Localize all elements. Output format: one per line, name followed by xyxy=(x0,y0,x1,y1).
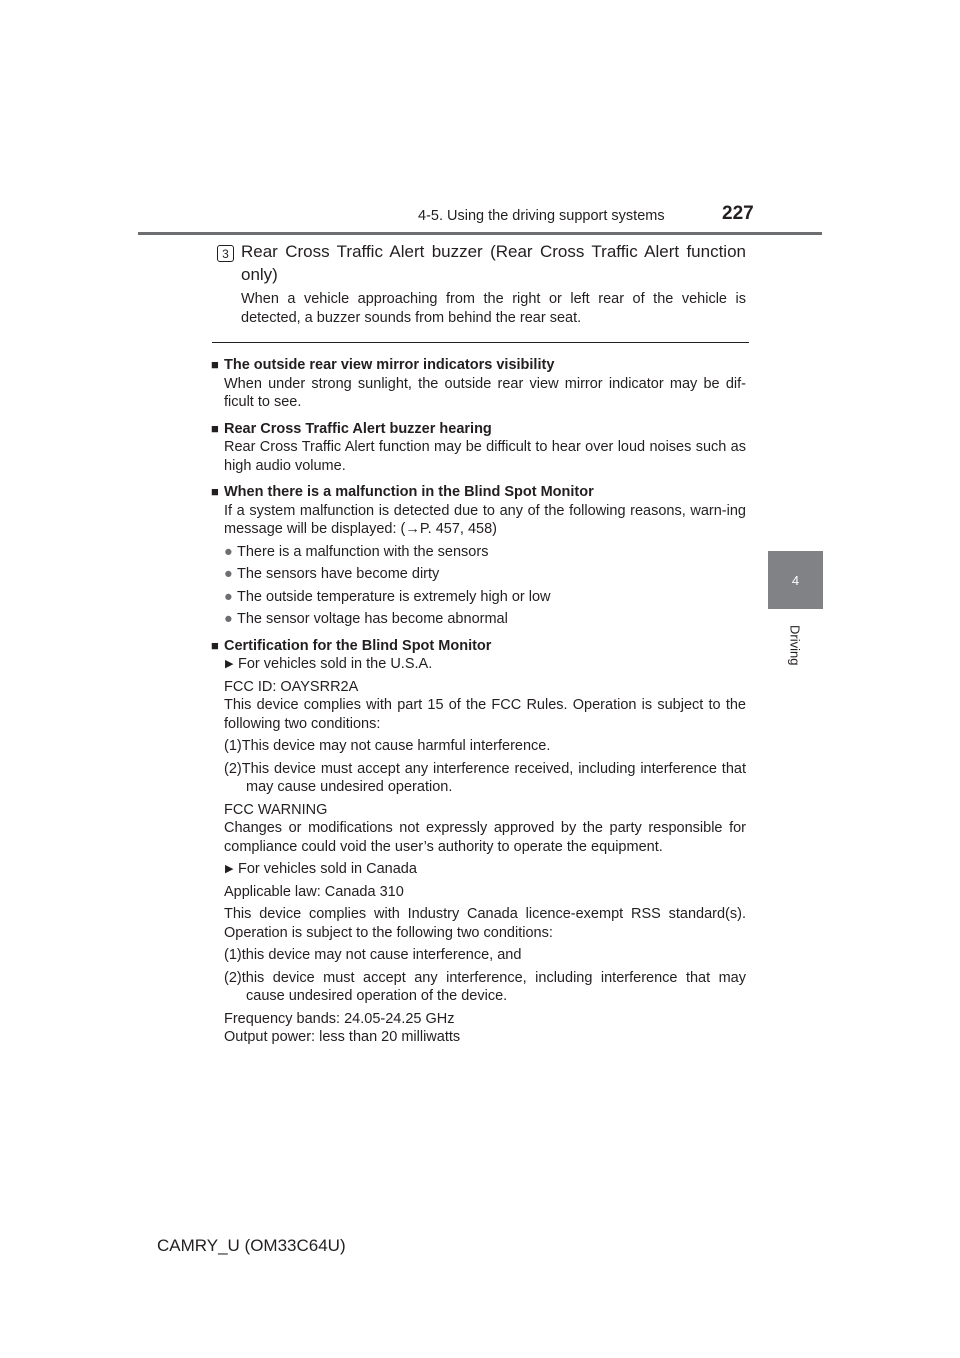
canada-condition-1: (1)this device may not cause interference, and xyxy=(224,947,522,963)
fcc-id: FCC ID: OAYSRR2A xyxy=(224,678,359,695)
fcc-warning-text: Changes or modifications not expressly approved by the party responsible for compliance could void the user’s authority to operate the equipment. xyxy=(224,820,746,855)
chapter-number: 4 xyxy=(791,572,800,588)
circle-bullet-icon: ● xyxy=(224,543,233,560)
fcc-warning-title: FCC WARNING xyxy=(224,801,328,818)
section-text: When under strong sunlight, the outside rear view mirror indicator may be dif-ficult to see. xyxy=(224,375,746,410)
chapter-tab xyxy=(768,551,823,609)
canada-condition-2: (2)this device must accept any interference, including interference that may cause undesired operation of the device. xyxy=(224,969,746,1004)
list-item: ● The outside temperature is extremely high or low xyxy=(224,588,551,605)
header-divider xyxy=(138,232,822,235)
list-item: ● The sensor voltage has become abnormal xyxy=(224,611,508,627)
footer-manual-code: CAMRY_U (OM33C64U) xyxy=(157,1236,346,1255)
region-label: ▶ For vehicles sold in the U.S.A. xyxy=(225,656,433,672)
section-divider xyxy=(212,342,749,343)
fcc-condition-1: (1)This device may not cause harmful interference. xyxy=(224,738,551,754)
output-power: Output power: less than 20 milliwatts xyxy=(224,1029,461,1045)
square-bullet-icon: ■ xyxy=(211,637,219,653)
section-heading: ■ Rear Cross Traffic Alert buzzer hearing xyxy=(211,420,492,437)
section-heading: ■ When there is a malfunction in the Blind Spot Monitor xyxy=(211,484,594,500)
canada-text: This device complies with Industry Canada licence-exempt RSS standard(s). Operation is subject to the following two conditions: xyxy=(224,906,746,941)
item-title: Rear Cross Traffic Alert buzzer (Rear Cross Traffic Alert function only) xyxy=(241,242,746,284)
list-item: ● The sensors have become dirty xyxy=(224,566,440,582)
list-item: ● There is a malfunction with the sensors xyxy=(224,543,489,560)
fcc-condition-2: (2)This device must accept any interference received, including interference that may cause undesired operation. xyxy=(224,760,746,795)
header-section-title: 4-5. Using the driving support systems xyxy=(418,208,665,224)
frequency-bands: Frequency bands: 24.05-24.25 GHz xyxy=(224,1010,455,1027)
square-bullet-icon: ■ xyxy=(211,357,219,372)
page-number: 227 xyxy=(722,203,754,224)
section-heading: ■ The outside rear view mirror indicators visibility xyxy=(211,357,555,373)
section-heading: ■ Certification for the Blind Spot Monitor xyxy=(211,637,492,654)
square-bullet-icon: ■ xyxy=(211,484,219,499)
fcc-text: This device complies with part 15 of the FCC Rules. Operation is subject to the following two conditions: xyxy=(224,697,746,732)
canada-law: Applicable law: Canada 310 xyxy=(224,883,404,900)
chapter-label: Driving xyxy=(787,624,803,666)
item-description: When a vehicle approaching from the right or left rear of the vehicle is detected, a buzzer sounds from behind the rear seat. xyxy=(241,291,746,326)
section-text: Rear Cross Traffic Alert function may be difficult to hear over loud noises such as high audio volume. xyxy=(224,439,746,474)
circle-bullet-icon: ● xyxy=(224,566,233,582)
triangle-right-icon: ▶ xyxy=(225,658,234,670)
circle-bullet-icon: ● xyxy=(224,611,233,627)
section-text: If a system malfunction is detected due to any of the following reasons, warn-ing message will be displayed: (→P. 457, 458) xyxy=(224,502,746,537)
circle-bullet-icon: ● xyxy=(224,588,233,605)
notes-content xyxy=(211,356,746,1047)
triangle-right-icon: ▶ xyxy=(225,863,234,875)
item-number-badge: 3 xyxy=(217,245,234,262)
square-bullet-icon: ■ xyxy=(211,420,219,436)
region-label: ▶ For vehicles sold in Canada xyxy=(225,861,417,877)
